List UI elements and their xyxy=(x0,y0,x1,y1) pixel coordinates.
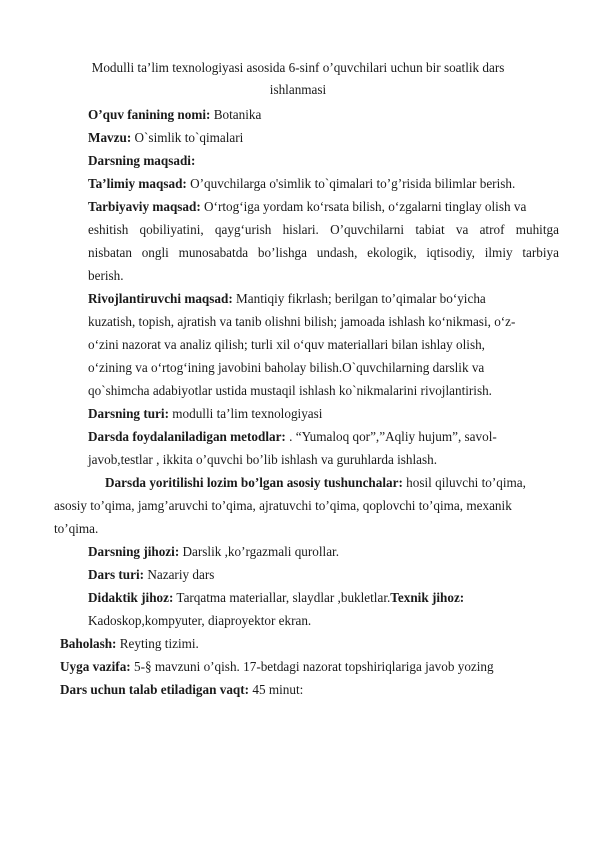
lesson-kind-value: Nazariy dars xyxy=(144,567,215,582)
equipment-label: Darsning jihozi: xyxy=(88,544,180,559)
lesson-type-line xyxy=(88,406,322,422)
didactic-value: Tarqatma materiallar, slaydlar ,bukletlar. xyxy=(173,590,391,605)
equipment-value: Darslik ,ko’rgazmali qurollar. xyxy=(179,544,340,559)
dev-goal-line-5: qo`shimcha adabiyotlar ustida mustaqil ishlash ko`nikmalarini rivojlantirish. xyxy=(88,383,492,398)
lesson-type-label: Darsning turi: xyxy=(88,406,169,421)
title-line-2: ishlanmasi xyxy=(269,82,327,97)
concepts-line-1: Darsda yoritilishi lozim bo’lgan asosiy tushunchalar: hosil qiluvchi to’qima, xyxy=(105,475,526,490)
methods-label: Darsda foydalaniladigan metodlar: xyxy=(88,429,286,444)
upbringing-goal-line-1: Tarbiyaviy maqsad: O‘rtog‘iga yordam ko‘rsata bilish, o‘zgalarni tinglay olish va xyxy=(88,199,527,214)
lesson-kind-line xyxy=(88,567,214,583)
upbringing-goal-line-3: nisbatan ongli munosabatda bo’lishga undash, ekologik, iqtisodiy, ilmiy tarbiya xyxy=(88,245,559,260)
subject-value: Botanika xyxy=(210,107,262,122)
dev-goal-line-1: Rivojlantiruvchi maqsad: Mantiqiy fikrlash; berilgan to’qimalar bo‘yicha xyxy=(88,291,486,306)
dev-goal-line-4: o‘zining va o‘rtog‘ining javobini baholay bilish.O`quvchilarning darslik va xyxy=(88,360,485,375)
goals-heading: Darsning maqsadi: xyxy=(88,153,196,168)
topic-value: O`simlik to`qimalari xyxy=(131,130,244,145)
dev-goal-label: Rivojlantiruvchi maqsad: xyxy=(88,291,233,306)
concepts-line-3: to’qima. xyxy=(54,521,99,536)
methods-line-1: Darsda foydalaniladigan metodlar: . “Yumaloq qor”,”Aqliy hujum”, savol- xyxy=(88,429,497,444)
concepts-label: Darsda yoritilishi lozim bo’lgan asosiy tushunchalar: xyxy=(105,475,403,490)
tech-label: Texnik jihoz: xyxy=(390,590,465,605)
didactic-line-2: Kadoskop,kompyuter, diaproyektor ekran. xyxy=(88,613,312,628)
upbringing-goal-label: Tarbiyaviy maqsad: xyxy=(88,199,201,214)
grading-line xyxy=(60,636,199,652)
concepts-line-2: asosiy to’qima, jamg’aruvchi to’qima, ajratuvchi to’qima, qoplovchi to’qima, mexanik xyxy=(54,498,512,513)
homework-value: 5-§ mavzuni o’qish. 17-betdagi nazorat topshiriqlariga javob yozing xyxy=(130,659,494,674)
subject-line xyxy=(88,107,261,123)
time-value: 45 minut: xyxy=(249,682,304,697)
subject-label: O’quv fanining nomi: xyxy=(88,107,211,122)
edu-goal-label: Ta’limiy maqsad: xyxy=(88,176,187,191)
didactic-line-1 xyxy=(88,590,464,606)
upbringing-goal-line-4: berish. xyxy=(88,268,124,283)
homework-line xyxy=(60,659,494,675)
lesson-type-value: modulli ta’lim texnologiyasi xyxy=(168,406,323,421)
dev-goal-line-2: kuzatish, topish, ajratish va tanib olishni bilish; jamoada ishlash ko‘nikmasi, o‘z- xyxy=(88,314,516,329)
lesson-kind-label: Dars turi: xyxy=(88,567,145,582)
topic-label: Mavzu: xyxy=(88,130,132,145)
edu-goal-value: O’quvchilarga o'simlik to`qimalari to’g’risida bilimlar berish. xyxy=(186,176,516,191)
title-line-1: Modulli ta’lim texnologiyasi asosida 6-sinf o’quvchilari uchun bir soatlik dars xyxy=(91,60,505,75)
time-line xyxy=(60,682,303,698)
topic-line xyxy=(88,130,243,146)
homework-label: Uyga vazifa: xyxy=(60,659,131,674)
methods-line-2: javob,testlar , ikkita o’quvchi bo’lib ishlash va guruhlarda ishlash. xyxy=(88,452,438,467)
dev-goal-line-3: o‘zini nazorat va analiz qilish; turli xil o‘quv materiallari bilan ishlay olish, xyxy=(88,337,485,352)
grading-value: Reyting tizimi. xyxy=(116,636,199,651)
upbringing-goal-line-2: eshitish qobiliyatini, qayg‘urish hislari. O’quvchilarni tabiat va atrof muhitga xyxy=(88,222,559,237)
equipment-line xyxy=(88,544,339,560)
time-label: Dars uchun talab etiladigan vaqt: xyxy=(60,682,250,697)
grading-label: Baholash: xyxy=(60,636,117,651)
edu-goal-line xyxy=(88,176,515,192)
didactic-label: Didaktik jihoz: xyxy=(88,590,174,605)
